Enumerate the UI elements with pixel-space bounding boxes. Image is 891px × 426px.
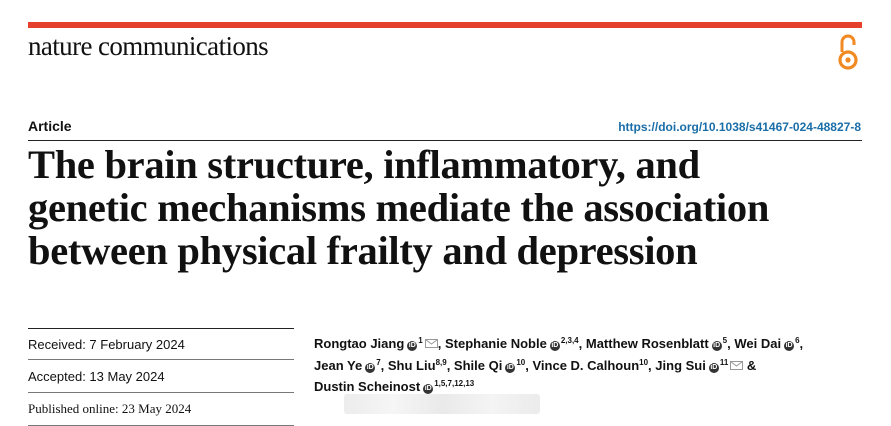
orcid-icon[interactable]: iD bbox=[713, 342, 721, 349]
doi-link[interactable]: https://doi.org/10.1038/s41467-024-48827-8 bbox=[618, 120, 861, 134]
affiliation-superscript[interactable]: 6 bbox=[795, 336, 800, 345]
author-item[interactable] bbox=[314, 358, 381, 373]
author-name[interactable]: Dustin Scheinost bbox=[314, 379, 421, 394]
envelope-icon[interactable] bbox=[425, 339, 438, 348]
author-name[interactable]: Shile Qi bbox=[453, 357, 503, 373]
author-item[interactable] bbox=[532, 358, 648, 373]
author-separator: , bbox=[525, 357, 533, 373]
affiliation-superscript[interactable]: 1 bbox=[418, 336, 423, 345]
brand-accent-bar bbox=[28, 22, 862, 28]
author-name[interactable]: Stephanie Noble bbox=[444, 336, 547, 351]
author-separator: , bbox=[446, 357, 454, 373]
affiliation-superscript[interactable]: 10 bbox=[516, 357, 526, 367]
title-divider bbox=[28, 140, 862, 141]
open-access-icon bbox=[836, 32, 860, 72]
affiliation-superscript[interactable]: 2,3,4 bbox=[560, 336, 579, 345]
title-line: between physical frailty and depression bbox=[28, 228, 698, 273]
author-list bbox=[314, 332, 874, 397]
article-type: Article bbox=[28, 118, 72, 134]
author-item[interactable] bbox=[655, 358, 743, 373]
affiliation-superscript[interactable]: 8,9 bbox=[435, 357, 447, 367]
author-item[interactable] bbox=[445, 336, 579, 351]
envelope-icon[interactable] bbox=[730, 361, 743, 370]
journal-name[interactable]: nature communications bbox=[28, 31, 269, 61]
published-date: Published online: 23 May 2024 bbox=[28, 393, 294, 426]
author-separator: , bbox=[578, 336, 586, 351]
author-separator: , bbox=[727, 336, 735, 351]
author-separator: , bbox=[799, 336, 804, 351]
title-line: The brain structure, inflammatory, and bbox=[28, 142, 700, 187]
watermark bbox=[344, 394, 540, 414]
orcid-icon[interactable]: iD bbox=[506, 363, 514, 371]
author-name[interactable]: Jean Ye bbox=[314, 357, 363, 373]
affiliation-superscript[interactable]: 5 bbox=[722, 336, 728, 345]
author-item[interactable] bbox=[314, 336, 438, 351]
accepted-date: Accepted: 13 May 2024 bbox=[28, 360, 294, 393]
author-separator: , bbox=[380, 357, 388, 373]
orcid-icon[interactable]: iD bbox=[424, 385, 432, 392]
author-item[interactable] bbox=[314, 379, 474, 394]
author-separator: & bbox=[743, 357, 757, 373]
affiliation-superscript[interactable]: 7 bbox=[376, 357, 381, 367]
article-title bbox=[28, 143, 878, 272]
author-item[interactable] bbox=[734, 336, 799, 351]
author-separator: , bbox=[648, 357, 656, 373]
orcid-icon[interactable]: iD bbox=[366, 363, 374, 371]
received-date: Received: 7 February 2024 bbox=[28, 328, 294, 360]
author-separator: , bbox=[437, 336, 445, 351]
dates-panel bbox=[28, 328, 294, 426]
author-name[interactable]: Shu Liu bbox=[387, 357, 436, 373]
author-name[interactable]: Jing Sui bbox=[655, 357, 706, 373]
title-line: genetic mechanisms mediate the association bbox=[28, 185, 770, 230]
orcid-icon[interactable]: iD bbox=[710, 363, 718, 371]
affiliation-superscript[interactable]: 1,5,7,12,13 bbox=[434, 379, 475, 388]
affiliation-superscript[interactable]: 10 bbox=[639, 357, 649, 367]
author-item[interactable] bbox=[586, 336, 727, 351]
author-name[interactable]: Rongtao Jiang bbox=[314, 336, 405, 351]
orcid-icon[interactable]: iD bbox=[551, 342, 559, 349]
author-name[interactable]: Vince D. Calhoun bbox=[532, 357, 640, 373]
author-name[interactable]: Wei Dai bbox=[734, 336, 782, 351]
author-name[interactable]: Matthew Rosenblatt bbox=[585, 336, 709, 351]
author-item[interactable] bbox=[388, 358, 447, 373]
orcid-icon[interactable]: iD bbox=[785, 342, 793, 349]
orcid-icon[interactable]: iD bbox=[408, 342, 416, 349]
author-item[interactable] bbox=[454, 358, 525, 373]
affiliation-superscript[interactable]: 11 bbox=[719, 357, 729, 367]
